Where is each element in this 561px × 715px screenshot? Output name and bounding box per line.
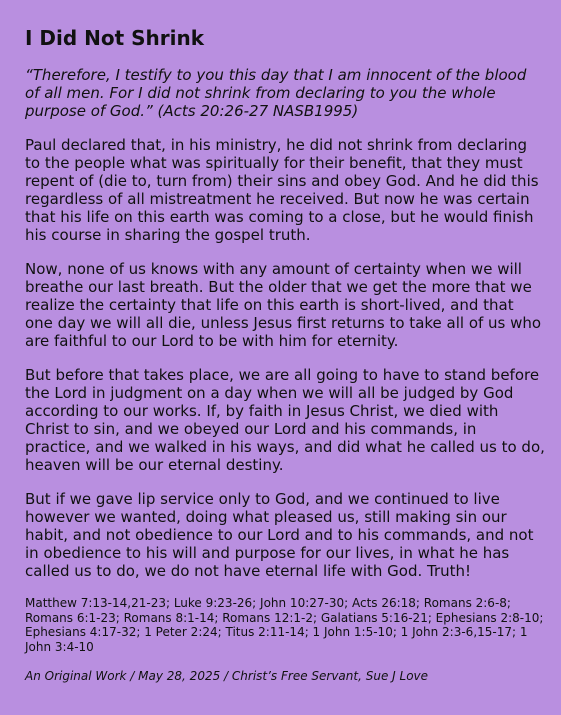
body-paragraph-2: Now, none of us knows with any amount of certainty when we will breathe our last breath. But the older that we get the more that we realize the certainty that life on this earth is short-lived, and that one day we will all die, unless Jesus first returns to take all of us who are faithful to our Lord to be with him for eternity. [25, 260, 542, 350]
body-paragraph-4: But if we gave lip service only to God, and we continued to live however we wanted, doing what pleased us, still making sin our habit, and not obedience to our Lord and to his commands, and not in obedience to his will and purpose for our lives, in what he has called us to do, we do not have eternal life with God. Truth! [25, 490, 534, 580]
author-footer: An Original Work / May 28, 2025 / Christ’s Free Servant, Sue J Love [25, 669, 429, 683]
scripture-references: Matthew 7:13-14,21-23; Luke 9:23-26; John 10:27-30; Acts 26:18; Romans 2:6-8; Romans 6:1-23; Romans 8:1-14; Romans 12:1-2; Galatians 5:16-21; Ephesians 2:8-10; Ephesians 4:17-32; 1 Peter 2:24; Titus 2:11-14; 1 John 1:5-10; 1 John 2:3-6,15-17; 1 John 3:4-10 [25, 596, 544, 654]
body-paragraph-1: Paul declared that, in his ministry, he did not shrink from declaring to the people what was spiritually for their benefit, that they must repent of (die to, turn from) their sins and obey God. And he did this regardless of all mistreatment he received. But now he was certain that his life on this earth was coming to a close, but he would finish his course in sharing the gospel truth. [25, 136, 539, 244]
scripture-quote: “Therefore, I testify to you this day that I am innocent of the blood of all men. For I did not shrink from declaring to you the whole purpose of God.” (Acts 20:26-27 NASB1995) [25, 66, 527, 120]
body-paragraph-3: But before that takes place, we are all going to have to stand before the Lord in judgment on a day when we will all be judged by God according to our works. If, by faith in Jesus Christ, we died with Christ to sin, and we obeyed our Lord and his commands, in practice, and we walked in his ways, and did what he called us to do, heaven will be our eternal destiny. [25, 366, 545, 474]
page-title: I Did Not Shrink [25, 26, 205, 50]
